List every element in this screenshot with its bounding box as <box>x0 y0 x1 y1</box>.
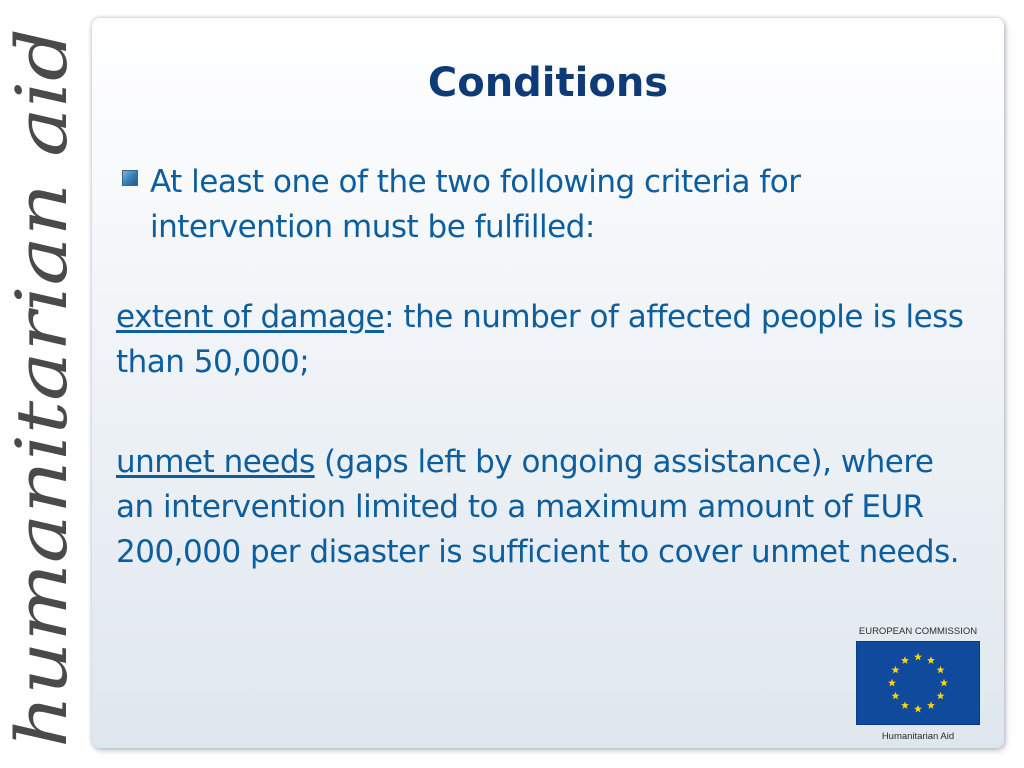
eu-star-icon <box>901 656 909 664</box>
eu-star-icon <box>891 692 899 700</box>
eu-stars <box>857 642 979 724</box>
criterion-extent-of-damage <box>116 295 976 385</box>
slide-title: Conditions <box>427 60 669 106</box>
sidebar-script-svg <box>0 0 88 768</box>
eu-star-icon <box>901 701 909 709</box>
logo-bottom-text: Humanitarian Aid <box>881 731 955 742</box>
eu-star-icon <box>914 705 922 713</box>
eu-star-icon <box>888 679 896 687</box>
criterion-term: extent of damage <box>116 299 385 335</box>
criterion-term: unmet needs <box>116 444 315 480</box>
sidebar-script-text: humanitarian aid <box>1 138 83 748</box>
criterion-text: : the number of affected people is less than 50,000; <box>116 299 964 380</box>
eu-star-icon <box>927 701 935 709</box>
square-bullet-icon <box>122 170 138 186</box>
eu-flag <box>856 641 980 725</box>
bullet-item <box>122 160 962 250</box>
eu-star-icon <box>940 679 948 687</box>
criterion-text: (gaps left by ongoing assistance), where an intervention limited to a maximum amount of EUR 200,000 per disaster is sufficient to cover unmet needs. <box>116 444 960 570</box>
eu-star-icon <box>937 692 945 700</box>
eu-star-icon <box>937 666 945 674</box>
ec-humanitarian-aid-logo <box>854 626 982 742</box>
eu-star-icon <box>891 666 899 674</box>
eu-star-icon <box>927 656 935 664</box>
eu-star-icon <box>914 653 922 661</box>
logo-top-text: EUROPEAN COMMISSION <box>858 626 978 637</box>
criterion-unmet-needs <box>116 440 976 575</box>
sidebar-script <box>0 0 88 768</box>
slide-panel <box>92 18 1004 748</box>
bullet-text: At least one of the two following criteria for intervention must be fulfilled: <box>150 164 801 245</box>
